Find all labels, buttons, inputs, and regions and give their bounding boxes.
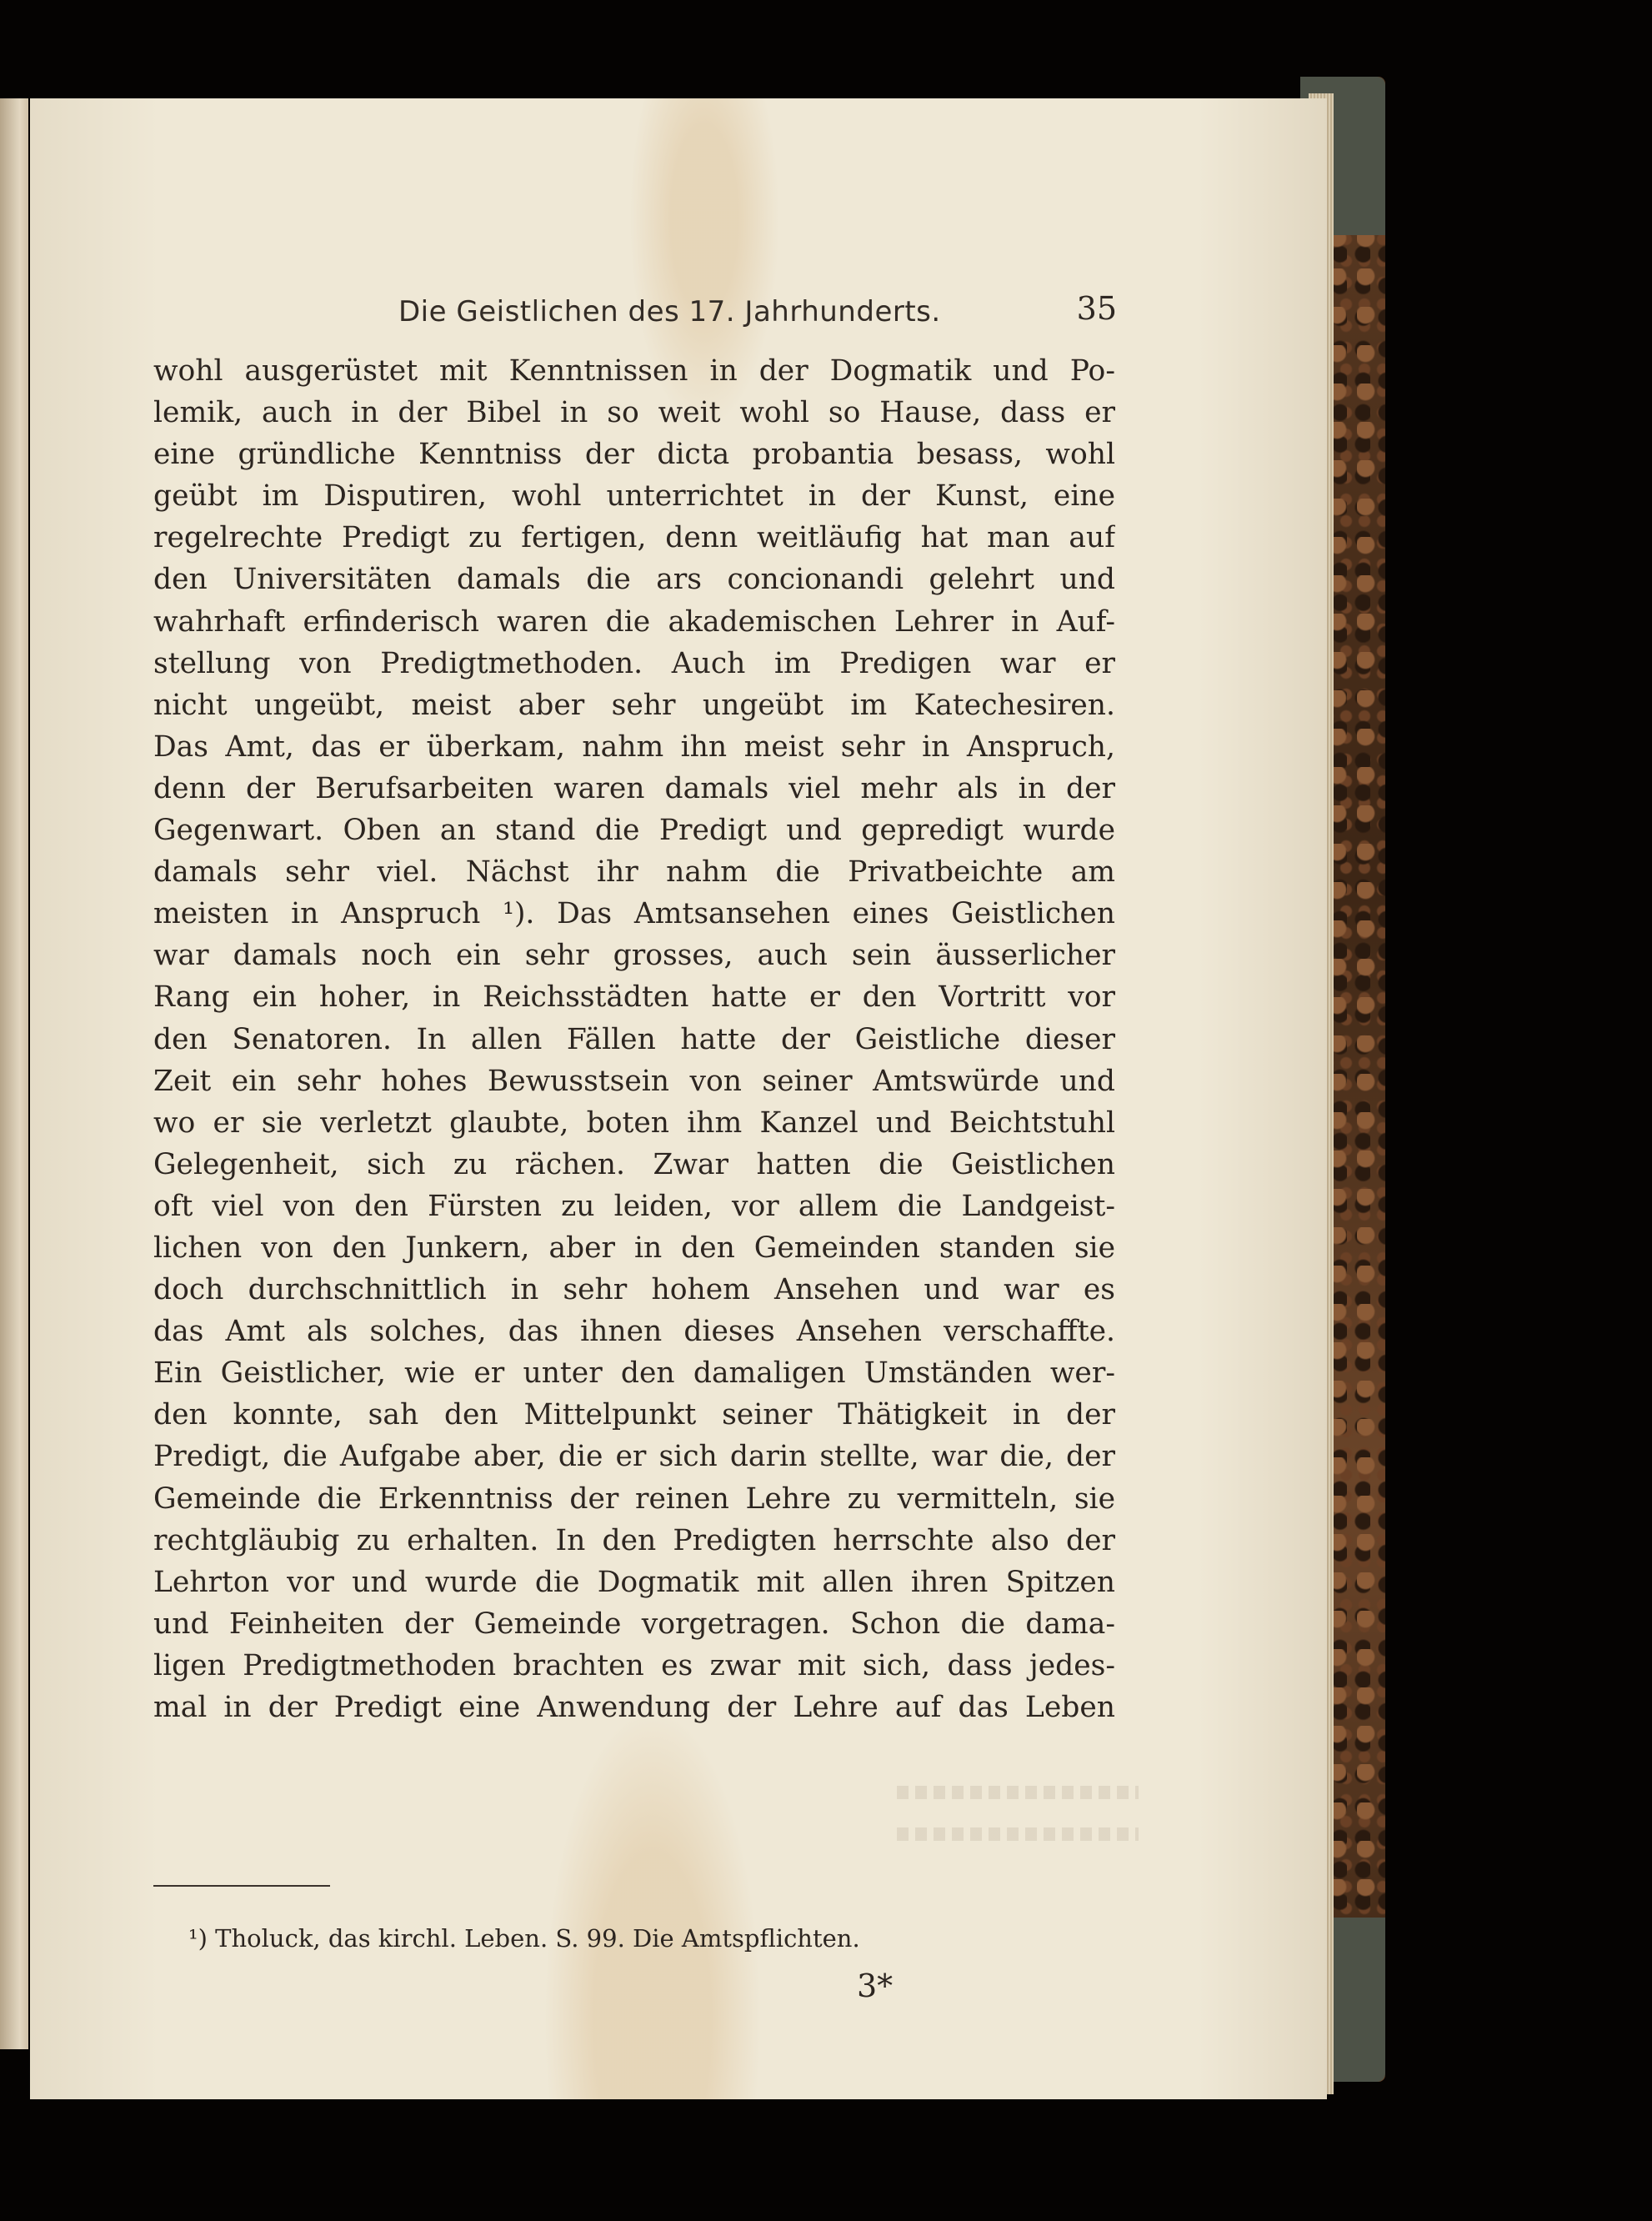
text-line: nicht ungeübt, meist aber sehr ungeübt im Katechesiren. [153, 688, 1115, 722]
body-text [153, 350, 1115, 1728]
text-line: das Amt als solches, das ihnen dieses Ansehen verschaffte. [153, 1315, 1115, 1349]
text-line: Rang ein hoher, in Reichsstädten hatte er den Vortritt vor [153, 980, 1115, 1015]
book-page [30, 98, 1327, 2099]
text-line: Gegenwart. Oben an stand die Predigt und gepredigt wurde [153, 814, 1115, 848]
text-line: Ein Geistlicher, wie er unter den damaligen Umständen wer- [153, 1356, 1115, 1391]
text-line: eine gründliche Kenntniss der dicta probantia besass, wohl [153, 438, 1115, 472]
text-line: oft viel von den Fürsten zu leiden, vor allem die Landgeist- [153, 1189, 1115, 1223]
bleed-through-line [897, 1786, 1139, 1799]
text-line: doch durchschnittlich in sehr hohem Ansehen und war es [153, 1273, 1115, 1307]
text-line: Predigt, die Aufgabe aber, die er sich darin stellte, war die, der [153, 1440, 1115, 1474]
text-line: rechtgläubig zu erhalten. In den Predigten herrschte also der [153, 1523, 1115, 1557]
text-line: lemik, auch in der Bibel in so weit wohl so Hause, dass er [153, 396, 1115, 430]
text-line: denn der Berufsarbeiten waren damals viel mehr als in der [153, 771, 1115, 805]
text-line: Gemeinde die Erkenntniss der reinen Lehre zu vermitteln, sie [153, 1482, 1115, 1516]
text-line: stellung von Predigtmethoden. Auch im Predigen war er [153, 646, 1115, 680]
facing-page-edge [0, 98, 28, 2049]
text-line: ligen Predigtmethoden brachten es zwar mit sich, dass jedes- [153, 1648, 1115, 1682]
bleed-through-line [897, 1827, 1139, 1841]
text-line: damals sehr viel. Nächst ihr nahm die Privatbeichte am [153, 855, 1115, 890]
text-line: und Feinheiten der Gemeinde vorgetragen. Schon die dama- [153, 1607, 1115, 1641]
text-line: meisten in Anspruch ¹). Das Amtsansehen eines Geistlichen [153, 897, 1115, 931]
text-line: Gelegenheit, sich zu rächen. Zwar hatten die Geistlichen [153, 1147, 1115, 1181]
text-line: Das Amt, das er überkam, nahm ihn meist sehr in Anspruch, [153, 729, 1115, 764]
footnote-rule [153, 1885, 330, 1887]
text-line: wohl ausgerüstet mit Kenntnissen in der Dogmatik und Po- [153, 354, 1115, 388]
text-line: war damals noch ein sehr grosses, auch sein äusserlicher [153, 939, 1115, 973]
text-line: den Senatoren. In allen Fällen hatte der Geistliche dieser [153, 1022, 1115, 1056]
signature-mark: 3* [857, 1968, 894, 2004]
text-line: wo er sie verletzt glaubte, boten ihm Kanzel und Beichtstuhl [153, 1105, 1115, 1140]
text-line: geübt im Disputiren, wohl unterrichtet in der Kunst, eine [153, 479, 1115, 514]
text-line: wahrhaft erfinderisch waren die akademischen Lehrer in Auf- [153, 604, 1115, 639]
running-head: Die Geistlichen des 17. Jahrhunderts. [398, 295, 941, 328]
page-number: 35 [1076, 290, 1117, 327]
text-line: lichen von den Junkern, aber in den Gemeinden standen sie [153, 1231, 1115, 1265]
footnote: ¹) Tholuck, das kirchl. Leben. S. 99. Die Amtspflichten. [188, 1924, 860, 1953]
text-line: Lehrton vor und wurde die Dogmatik mit allen ihren Spitzen [153, 1565, 1115, 1599]
text-line: Zeit ein sehr hohes Bewusstsein von seiner Amtswürde und [153, 1064, 1115, 1098]
text-line: mal in der Predigt eine Anwendung der Lehre auf das Leben [153, 1691, 1115, 1724]
text-line: den Universitäten damals die ars concionandi gelehrt und [153, 563, 1115, 597]
page-header [213, 290, 1117, 337]
text-line: den konnte, sah den Mittelpunkt seiner Thätigkeit in der [153, 1398, 1115, 1432]
text-line: regelrechte Predigt zu fertigen, denn weitläufig hat man auf [153, 521, 1115, 555]
